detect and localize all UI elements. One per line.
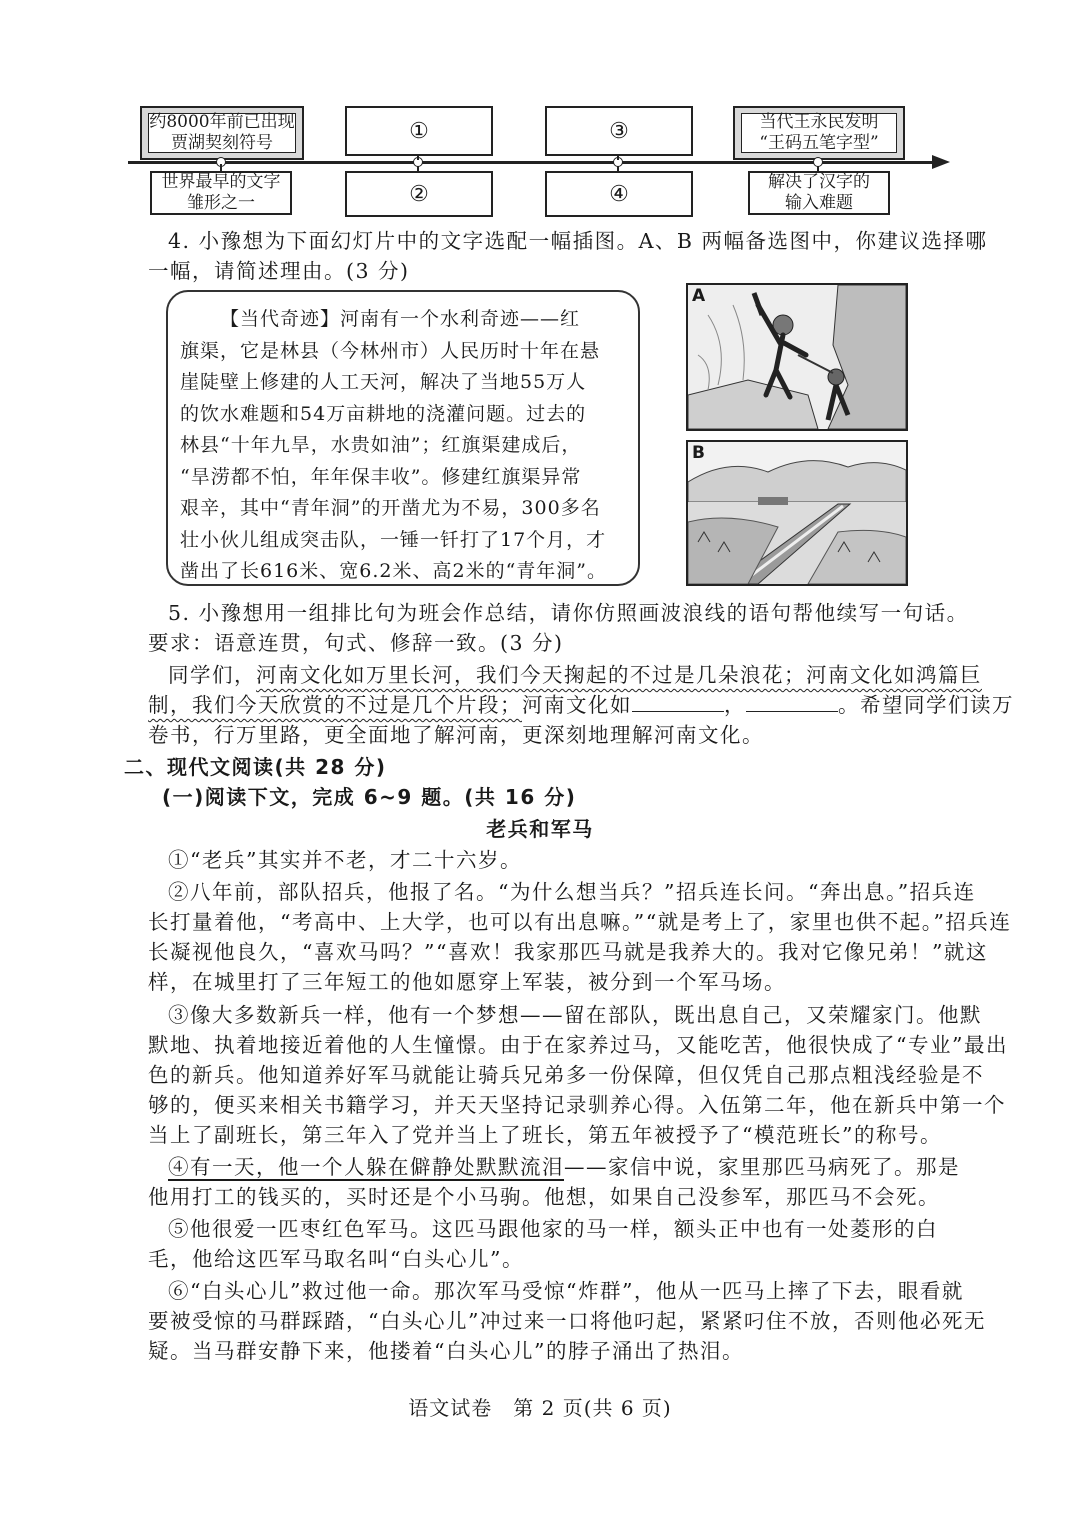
article-title: 老兵和军马	[486, 817, 594, 841]
wavy-underlined-text: 河南文化如万里长河，我们今天掬起的不过是几朵浪花；河南文化如鸿篇巨	[256, 663, 982, 687]
timeline-box-top-3: ③	[545, 106, 693, 156]
slide-line: 壮小伙儿组成突击队，一锤一钎打了17个月，才	[180, 528, 607, 551]
article-line: 疑。当马群安静下来，他搂着“白头心儿”的脖子涌出了热泪。	[148, 1339, 744, 1363]
illustration-b	[686, 440, 908, 586]
section-subtitle: (一)阅读下文，完成 6~9 题。(共 16 分)	[162, 785, 577, 809]
canal-landscape-illustration	[688, 442, 906, 584]
q5-text-line: 5. 小豫想用一组排比句为班会作总结，请你仿照画波浪线的语句帮他续写一句话。	[168, 601, 969, 625]
timeline-box-bottom-3: ④	[545, 171, 693, 217]
timeline-box-bottom-1: 世界最早的文字 雏形之一	[150, 171, 292, 215]
slide-line: 崖陡壁上修建的人工天河，解决了当地55万人	[180, 371, 587, 393]
timeline-arrowhead	[932, 155, 950, 169]
q5-text: 河南文化如	[522, 693, 632, 717]
article-line: 默地、执着地接近着他的人生憧憬。由于在家养过马，又能吃苦，他很快成了“专业”最出	[148, 1033, 1008, 1057]
slide-line: 的饮水难题和54万亩耕地的浇灌问题。过去的	[180, 402, 587, 425]
cliff-worker-illustration	[688, 285, 906, 429]
article-line: ⑤他很爱一匹枣红色军马。这匹马跟他家的马一样，额头正中也有一处菱形的白	[168, 1217, 938, 1241]
timeline-box-top-2: ①	[345, 106, 493, 156]
article-line: 够的，便买来相关书籍学习，并天天坚持记录驯养心得。入伍第二年，他在新兵中第一个	[148, 1093, 1006, 1117]
q5-text: 同学们，	[168, 663, 256, 687]
timeline-box-bottom-2: ②	[345, 171, 493, 217]
q4-text-line: 4. 小豫想为下面幻灯片中的文字选配一幅插图。A、B 两幅备选图中，你建议选择哪	[168, 229, 988, 253]
slide-text	[180, 304, 630, 588]
article-line: ③像大多数新兵一样，他有一个梦想——留在部队，既出息自己，又荣耀家门。他默	[168, 1003, 982, 1027]
slide-line: “旱涝都不怕，年年保丰收”。修建红旗渠异常	[180, 465, 582, 488]
slide-line: 凿出了长616米、宽6.2米、高2米的“青年洞”。	[180, 560, 607, 582]
q5-text-line	[168, 660, 982, 691]
answer-blank[interactable]	[746, 691, 838, 712]
article-line: 要被受惊的马群踩踏，“白头心儿”冲过来一口将他叼起，紧紧叼住不放，否则他必死无	[148, 1309, 986, 1333]
illustration-a	[686, 283, 908, 431]
q5-text: 。希望同学们读万	[838, 693, 1014, 717]
page-footer: 语文试卷 第 2 页(共 6 页)	[408, 1396, 672, 1420]
article-line	[168, 1152, 960, 1183]
section-title: 二、现代文阅读(共 28 分)	[124, 755, 387, 779]
q5-text-line: 卷书，行万里路，更全面地了解河南，更深刻地理解河南文化。	[148, 723, 764, 747]
timeline-box-bottom-4: 解决了汉字的 输入难题	[748, 171, 890, 215]
q5-text-line	[148, 690, 1014, 721]
article-line: ①“老兵”其实并不老，才二十六岁。	[168, 848, 522, 872]
timeline-tick	[417, 156, 419, 160]
article-line: 毛，他给这匹军马取名叫“白头心儿”。	[148, 1247, 524, 1271]
slide-line: 林县“十年九旱，水贵如油”；红旗渠建成后，	[180, 434, 582, 456]
article-line: 他用打工的钱买的，买时还是个小马驹。他想，如果自己没参军，那匹马不会死。	[148, 1185, 940, 1209]
image-b-label: B	[692, 443, 705, 463]
article-line: ②八年前，部队招兵，他报了名。“为什么想当兵？”招兵连长问。“奔出息。”招兵连	[168, 880, 976, 904]
timeline-box-top-1: 约8000年前已出现 贾湖契刻符号	[140, 106, 304, 160]
article-line: 当上了副班长，第三年入了党并当上了班长，第五年被授予了“模范班长”的称号。	[148, 1123, 942, 1147]
wavy-underlined-text: 制，我们今天欣赏的不过是几个片段；	[148, 693, 522, 717]
q4-text-line: 一幅，请简述理由。(3 分)	[148, 259, 410, 283]
answer-blank[interactable]	[632, 691, 724, 712]
article-line: 长凝视他良久，“喜欢马吗？”“喜欢！我家那匹马就是我养大的。我对它像兄弟！”就这	[148, 940, 988, 964]
slide-line: 旗渠，它是林县（今林州市）人民历时十年在悬	[180, 339, 601, 362]
article-line: 色的新兵。他知道养好军马就能让骑兵兄弟多一份保障，但仅凭自己那点粗浅经验是不	[148, 1063, 984, 1087]
slide-line: 【当代奇迹】河南有一个水利奇迹——红	[220, 308, 581, 330]
timeline-box-top-4: 当代王永民发明 “王码五笔字型”	[733, 106, 905, 160]
article-text: ——家信中说，家里那匹马病死了。那是	[564, 1155, 960, 1179]
article-line: 长打量着他，“考高中、上大学，也可以有出息嘛。”“就是考上了，家里也供不起。”招兵连	[148, 910, 1012, 934]
article-line: ⑥“白头心儿”救过他一命。那次军马受惊“炸群”，他从一匹马上摔了下去，眼看就	[168, 1279, 964, 1303]
timeline-tick	[617, 156, 619, 160]
article-line: 样，在城里打了三年短工的他如愿穿上军装，被分到一个军马场。	[148, 970, 786, 994]
image-a-label: A	[692, 286, 706, 306]
slide-line: 艰辛，其中“青年洞”的开凿尤为不易，300多名	[180, 497, 601, 519]
q5-text-line: 要求：语意连贯，句式、修辞一致。(3 分)	[148, 631, 564, 655]
q5-text: ，	[724, 693, 746, 717]
underlined-text: ④有一天，他一个人躲在僻静处默默流泪	[168, 1155, 564, 1179]
